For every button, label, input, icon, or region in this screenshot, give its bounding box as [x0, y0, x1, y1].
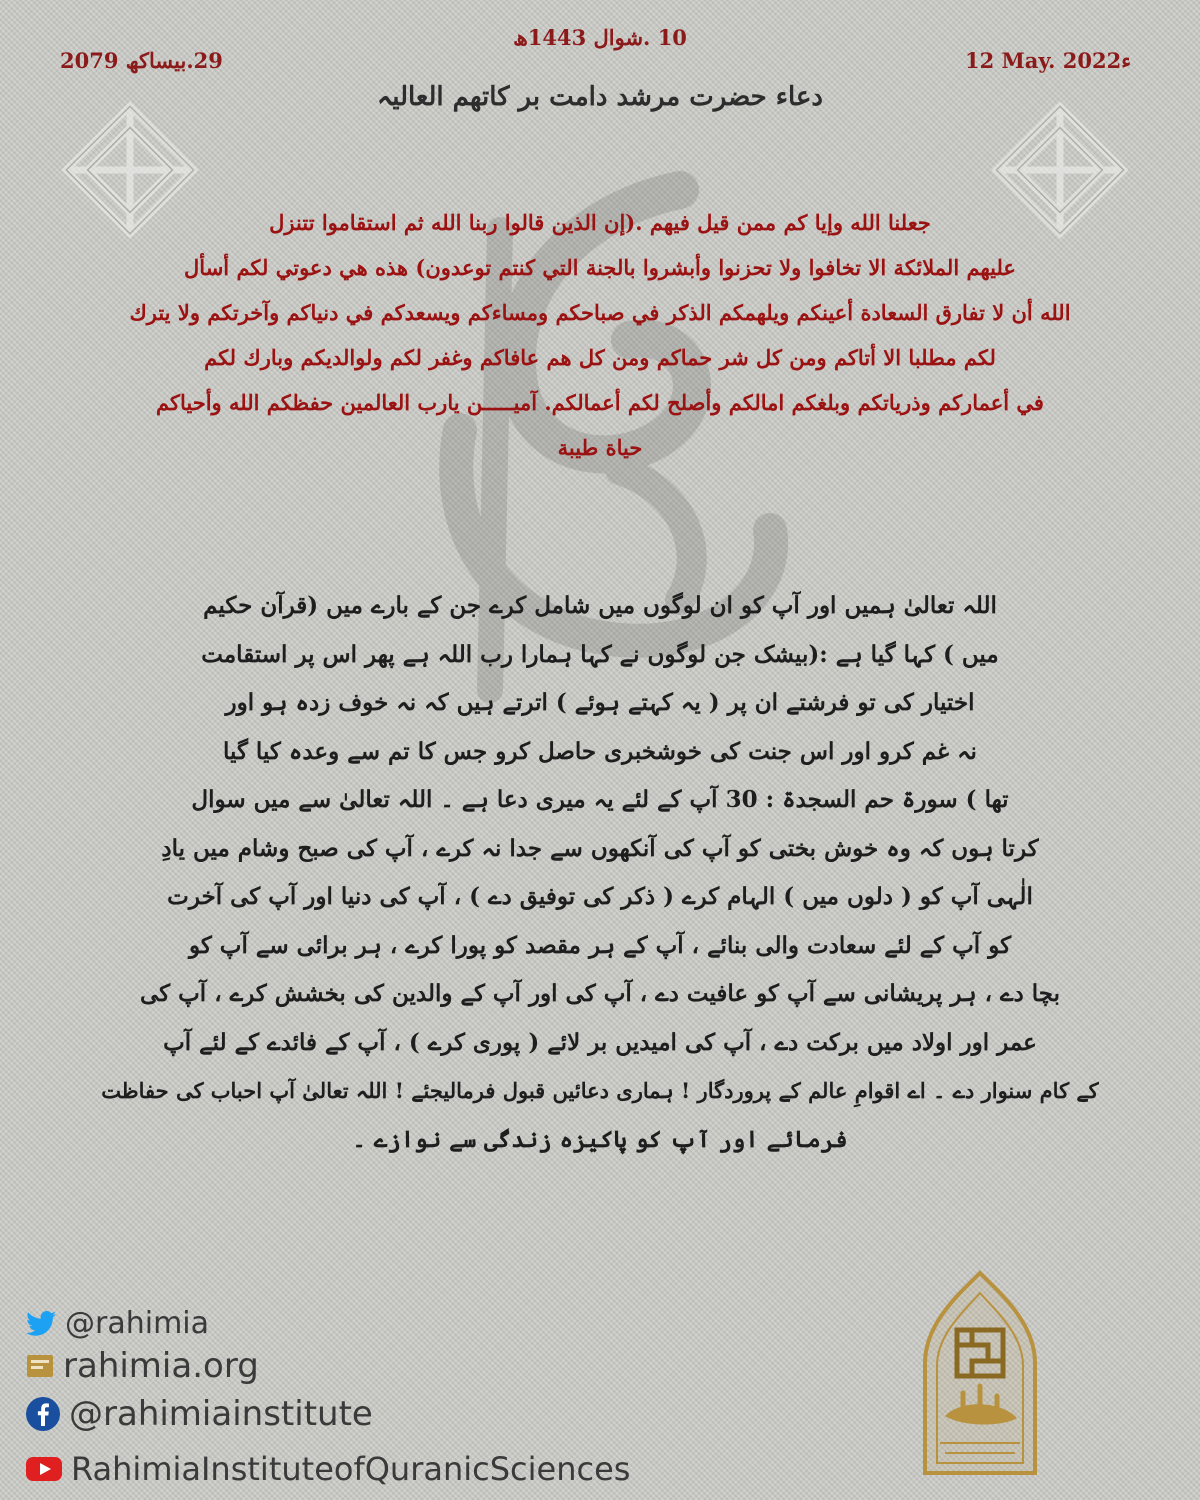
facebook-icon: [25, 1396, 61, 1432]
urdu-line: بچا دے ، ہر پریشانی سے آپ کو عافیت دے ، آپ کی اور آپ کے والدین کی بخشش کرے ، آپ کی: [140, 980, 1060, 1007]
youtube-icon: [25, 1455, 63, 1483]
arabic-prayer-block: [95, 200, 1105, 470]
arabic-line: عليهم الملائكة الا تخافوا ولا تحزنوا وأبشروا بالجنة التي كنتم توعدون) هذه هي دعوتي لكم أسأل: [184, 255, 1016, 280]
urdu-line: کو آپ کے لئے سعادت والی بنائے ، آپ کے ہر مقصد کو پورا کرے ، ہر برائی سے آپ کو: [188, 931, 1012, 959]
urdu-line: تھا ) سورۃ حم السجدۃ : 30 آپ کے لئے یہ میری دعا ہے ۔ اللہ تعالیٰ سے میں سوال: [191, 786, 1009, 813]
urdu-line: اختیار کی تو فرشتے ان پر ( یہ کہتے ہوئے ) اترتے ہیں کہ نہ خوف زدہ ہو اور: [225, 689, 975, 716]
urdu-line: کرتا ہوں کہ وہ خوش بختی کو آپ کی آنکھوں سے جدا نہ کرے ، آپ کی صبح وشام میں یادِ: [161, 834, 1039, 862]
date-bikram: 29.بیساکھ 2079: [60, 48, 223, 73]
date-gregorian: 12 May. 2022ء: [965, 48, 1132, 73]
facebook-link[interactable]: [25, 1394, 373, 1434]
website-url: rahimia.org: [63, 1346, 259, 1386]
page-title: دعاء حضرت مرشد دامت بر کاتھم العالیہ: [377, 82, 823, 112]
urdu-line: کے کام سنوار دے ۔ اے اقوامِ عالم کے پروردگار ! ہماری دعائیں قبول فرمالیجئے ! اللہ تعالیٰ آپ احباب کی حفاظت: [101, 1078, 1099, 1103]
urdu-translation-block: [95, 582, 1105, 1164]
facebook-handle: @rahimiainstitute: [69, 1394, 373, 1434]
arabic-line: في أعماركم وذرياتكم وبلغكم امالكم وأصلح لكم أعمالكم. آميـــــن يارب العالمين حفظكم الله وأحياكم: [156, 390, 1044, 415]
rahimia-institute-logo: [905, 1268, 1055, 1483]
urdu-line: نہ غم کرو اور اس جنت کی خوشخبری حاصل کرو جس کا تم سے وعدہ کیا گیا: [223, 737, 977, 765]
website-link[interactable]: [25, 1346, 259, 1386]
arabic-line: حياة طيبة: [557, 435, 643, 460]
twitter-icon: [25, 1310, 57, 1338]
urdu-line: اللہ تعالیٰ ہمیں اور آپ کو ان لوگوں میں شامل کرے جن کے بارے میں (قرآن حکیم: [203, 592, 997, 619]
arabic-line: لكم مطلبا الا أتاكم ومن كل شر حماكم ومن كل هم عافاكم وغفر لكم ولوالديكم وبارك لكم: [204, 345, 996, 370]
urdu-line: الٰہی آپ کو ( دلوں میں ) الہام کرے ( ذکر کی توفیق دے ) ، آپ کی دنیا اور آپ کی آخرت: [167, 883, 1033, 910]
arabic-line: جعلنا الله وإيا كم ممن قيل فيهم .(إن الذين قالوا ربنا الله ثم استقاموا تتنزل: [269, 210, 931, 235]
urdu-line: میں ) کہا گیا ہے :(بیشک جن لوگوں نے کہا ہمارا رب اللہ ہے پھر اس پر استقامت: [201, 640, 999, 668]
twitter-link[interactable]: [25, 1306, 209, 1341]
arabic-line: الله أن لا تفارق السعادة أعينكم ويلهمكم الذكر في صباحكم ومساءكم ويسعدكم في دنياكم وآخرتكم ولا يترك: [129, 300, 1071, 325]
youtube-link[interactable]: [25, 1450, 630, 1488]
urdu-line: عمر اور اولاد میں برکت دے ، آپ کی امیدیں بر لائے ( پوری کرے ) ، آپ کے فائدے کے لئے آپ: [163, 1028, 1037, 1056]
urdu-line: فرمائے اور آپ کو پاکیزہ زندگی سے نوازے ۔: [352, 1125, 848, 1153]
youtube-channel: RahimiaInstituteofQuranicSciences: [71, 1450, 631, 1488]
twitter-handle: @rahimia: [65, 1306, 210, 1341]
web-icon: [25, 1352, 55, 1380]
date-hijri: 10 .شوال 1443ھ: [513, 25, 687, 50]
